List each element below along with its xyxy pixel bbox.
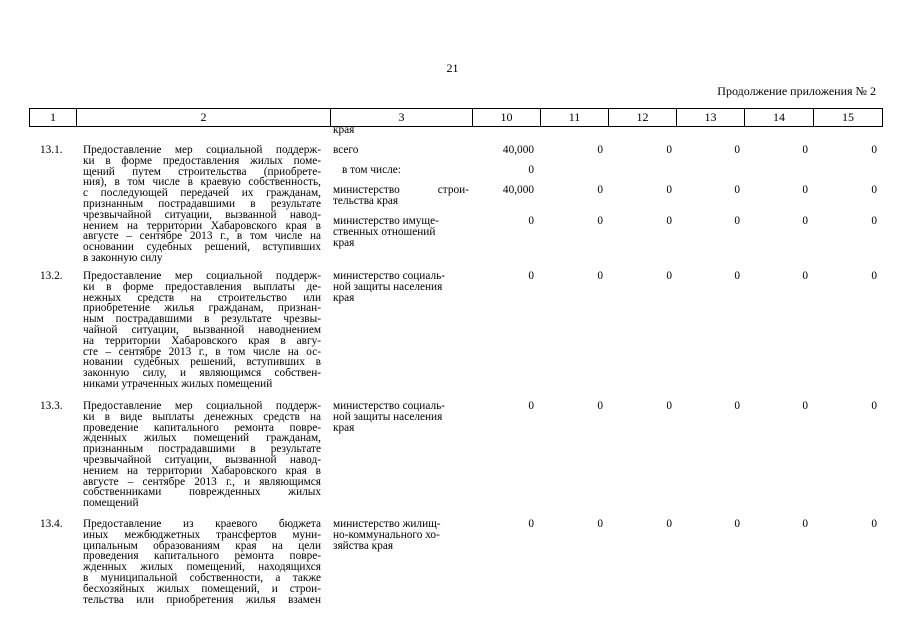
- executor-line: министерство социаль-: [333, 270, 445, 282]
- executor-line: ной защиты населения: [333, 280, 443, 293]
- row-number: 13.1.: [40, 144, 63, 156]
- executor-line: ственных отношений: [333, 225, 436, 238]
- desc-line: иных межбюджетных трансфертов муни-: [83, 528, 321, 541]
- value-col13: 0: [734, 400, 740, 412]
- value-col11: 0: [597, 400, 603, 412]
- desc-line: нением на территории Хабаровского края в: [83, 219, 321, 232]
- desc-line: с последующей передачей их гражданам,: [83, 187, 321, 200]
- executor-line: зяйства края: [333, 539, 394, 552]
- value-col11: 0: [597, 184, 603, 196]
- value-col10: 0: [528, 518, 534, 530]
- executor-line: министерство имуще-: [333, 215, 439, 227]
- row-description: [83, 401, 321, 509]
- row-description: [83, 145, 321, 264]
- value-col12: 0: [666, 215, 672, 227]
- desc-line: тельства или приобретения жилья взамен: [83, 593, 321, 606]
- row-number: 13.4.: [40, 518, 63, 530]
- col-header-15: 15: [814, 109, 883, 127]
- desc-line: на территории Хабаровского края в авгу-: [83, 334, 321, 347]
- value-col12: 0: [666, 144, 672, 156]
- value-col11: 0: [597, 215, 603, 227]
- value-col13: 0: [734, 184, 740, 196]
- value-col13: 0: [734, 518, 740, 530]
- col-header-14: 14: [745, 109, 814, 127]
- executor-line: края: [333, 421, 355, 434]
- value-col10: 0: [528, 215, 534, 227]
- executor-line: ной защиты населения: [333, 410, 443, 423]
- desc-line: Предоставление мер социальной поддерж-: [83, 270, 321, 282]
- executor-line: министерство социаль-: [333, 400, 445, 412]
- value-col10: 40,000: [502, 144, 534, 156]
- row-description: [83, 271, 321, 390]
- desc-line: августе – сентябре 2013 г., в том числе на: [83, 230, 321, 243]
- executor: [333, 271, 469, 303]
- col-header-11: 11: [541, 109, 609, 127]
- executor-line: края: [333, 236, 355, 249]
- desc-line: признанным пострадавшими в результате: [83, 197, 321, 210]
- value-col12: 0: [666, 518, 672, 530]
- desc-line: приобретение жилья гражданам, признан-: [83, 302, 321, 315]
- desc-line: основании судебных решений, вступивших: [83, 241, 321, 254]
- executor-line: министерство жилищ-: [333, 518, 441, 530]
- col-header-12: 12: [609, 109, 677, 127]
- desc-line: никами утраченных жилых помещений: [83, 377, 273, 390]
- desc-line: августе – сентябре 2013 г., и являющимся: [83, 475, 321, 488]
- value-col11: 0: [597, 270, 603, 282]
- value-col14: 0: [802, 215, 808, 227]
- desc-line: законную силу, и являющимся собствен-: [83, 367, 321, 380]
- desc-line: собственниками поврежденных жилых: [83, 486, 321, 499]
- value-col13: 0: [734, 270, 740, 282]
- desc-line: сте – сентябре 2013 г., в том числе на ос-: [83, 345, 321, 358]
- value-col14: 0: [802, 184, 808, 196]
- desc-line: Предоставление мер социальной поддерж-: [83, 400, 321, 412]
- executor-line: края: [333, 291, 355, 304]
- desc-line: Предоставление мер социальной поддерж-: [83, 144, 321, 156]
- desc-line: ки в форме предоставления жилых поме-: [83, 154, 321, 167]
- desc-line: признанным пострадавшими в результате: [83, 443, 321, 456]
- desc-line: нежных средств на строительство или: [83, 291, 321, 304]
- desc-line: щений путем строительства (приобрете-: [83, 165, 321, 178]
- desc-line: чайной ситуации, вызванной наводнением: [83, 323, 321, 336]
- row-number: 13.2.: [40, 270, 63, 282]
- col-header-13: 13: [677, 109, 745, 127]
- value-col15: 0: [871, 184, 877, 196]
- value-col14: 0: [802, 270, 808, 282]
- desc-line: жденных жилых помещений гражданам,: [83, 432, 321, 445]
- value-col14: 0: [802, 400, 808, 412]
- col-header-1: 1: [30, 109, 77, 127]
- value-col14: 0: [802, 518, 808, 530]
- value-col15: 0: [871, 215, 877, 227]
- row-description: [83, 519, 321, 605]
- desc-line: в законную силу: [83, 251, 163, 264]
- desc-line: проведения капитального ремонта повре-: [83, 550, 321, 563]
- executor-word: министерство: [333, 184, 400, 196]
- desc-line: ципальным образованиям края на цели: [83, 539, 321, 552]
- continuation-label: Продолжение приложения № 2: [717, 84, 876, 98]
- value-col10: 0: [528, 164, 534, 176]
- desc-line: помещений: [83, 497, 139, 510]
- executor-line: тельства края: [333, 194, 399, 207]
- desc-line: проведение капитального ремонта повре-: [83, 421, 321, 434]
- executor: в том числе:: [342, 164, 401, 176]
- desc-line: в муниципальной собственности, а также: [83, 571, 321, 584]
- desc-line: чрезвычайной ситуации, вызванной навод-: [83, 453, 321, 466]
- value-col15: 0: [871, 270, 877, 282]
- desc-line: ным пострадавшими в результате чрезвы-: [83, 313, 321, 326]
- value-col15: 0: [871, 144, 877, 156]
- value-col11: 0: [597, 144, 603, 156]
- executor: [333, 401, 469, 433]
- executor: [333, 185, 469, 207]
- executor-word: строи-: [437, 184, 469, 196]
- desc-line: жденных жилых помещений, находящихся: [83, 561, 321, 574]
- col-header-3: 3: [331, 109, 473, 127]
- value-col15: 0: [871, 400, 877, 412]
- value-col10: 0: [528, 400, 534, 412]
- desc-line: ния), в том числе в краевую собственность,: [83, 176, 321, 189]
- carry-over-text: края: [333, 124, 355, 136]
- col-header-10: 10: [473, 109, 541, 127]
- value-col15: 0: [871, 518, 877, 530]
- executor: всего: [333, 144, 359, 156]
- value-col13: 0: [734, 215, 740, 227]
- desc-line: ки в форме предоставления выплаты де-: [83, 280, 321, 293]
- value-col10: 40,000: [502, 184, 534, 196]
- desc-line: ки в виде выплаты денежных средств на: [83, 410, 321, 423]
- value-col10: 0: [528, 270, 534, 282]
- executor: [333, 519, 469, 551]
- desc-line: чрезвычайной ситуации, вызванной навод-: [83, 208, 321, 221]
- value-col12: 0: [666, 400, 672, 412]
- row-number: 13.3.: [40, 400, 63, 412]
- desc-line: нением на территории Хабаровского края в: [83, 464, 321, 477]
- page-number: 21: [446, 61, 459, 75]
- desc-line: бесхозяйных жилых помещений, и строи-: [83, 582, 321, 595]
- executor-line: но-коммунального хо-: [333, 528, 440, 541]
- value-col11: 0: [597, 518, 603, 530]
- value-col13: 0: [734, 144, 740, 156]
- value-col14: 0: [802, 144, 808, 156]
- executor: [333, 216, 469, 248]
- value-col12: 0: [666, 184, 672, 196]
- desc-line: новании судебных решений, вступивших в: [83, 356, 321, 369]
- col-header-2: 2: [77, 109, 331, 127]
- desc-line: Предоставление из краевого бюджета: [83, 518, 321, 530]
- value-col12: 0: [666, 270, 672, 282]
